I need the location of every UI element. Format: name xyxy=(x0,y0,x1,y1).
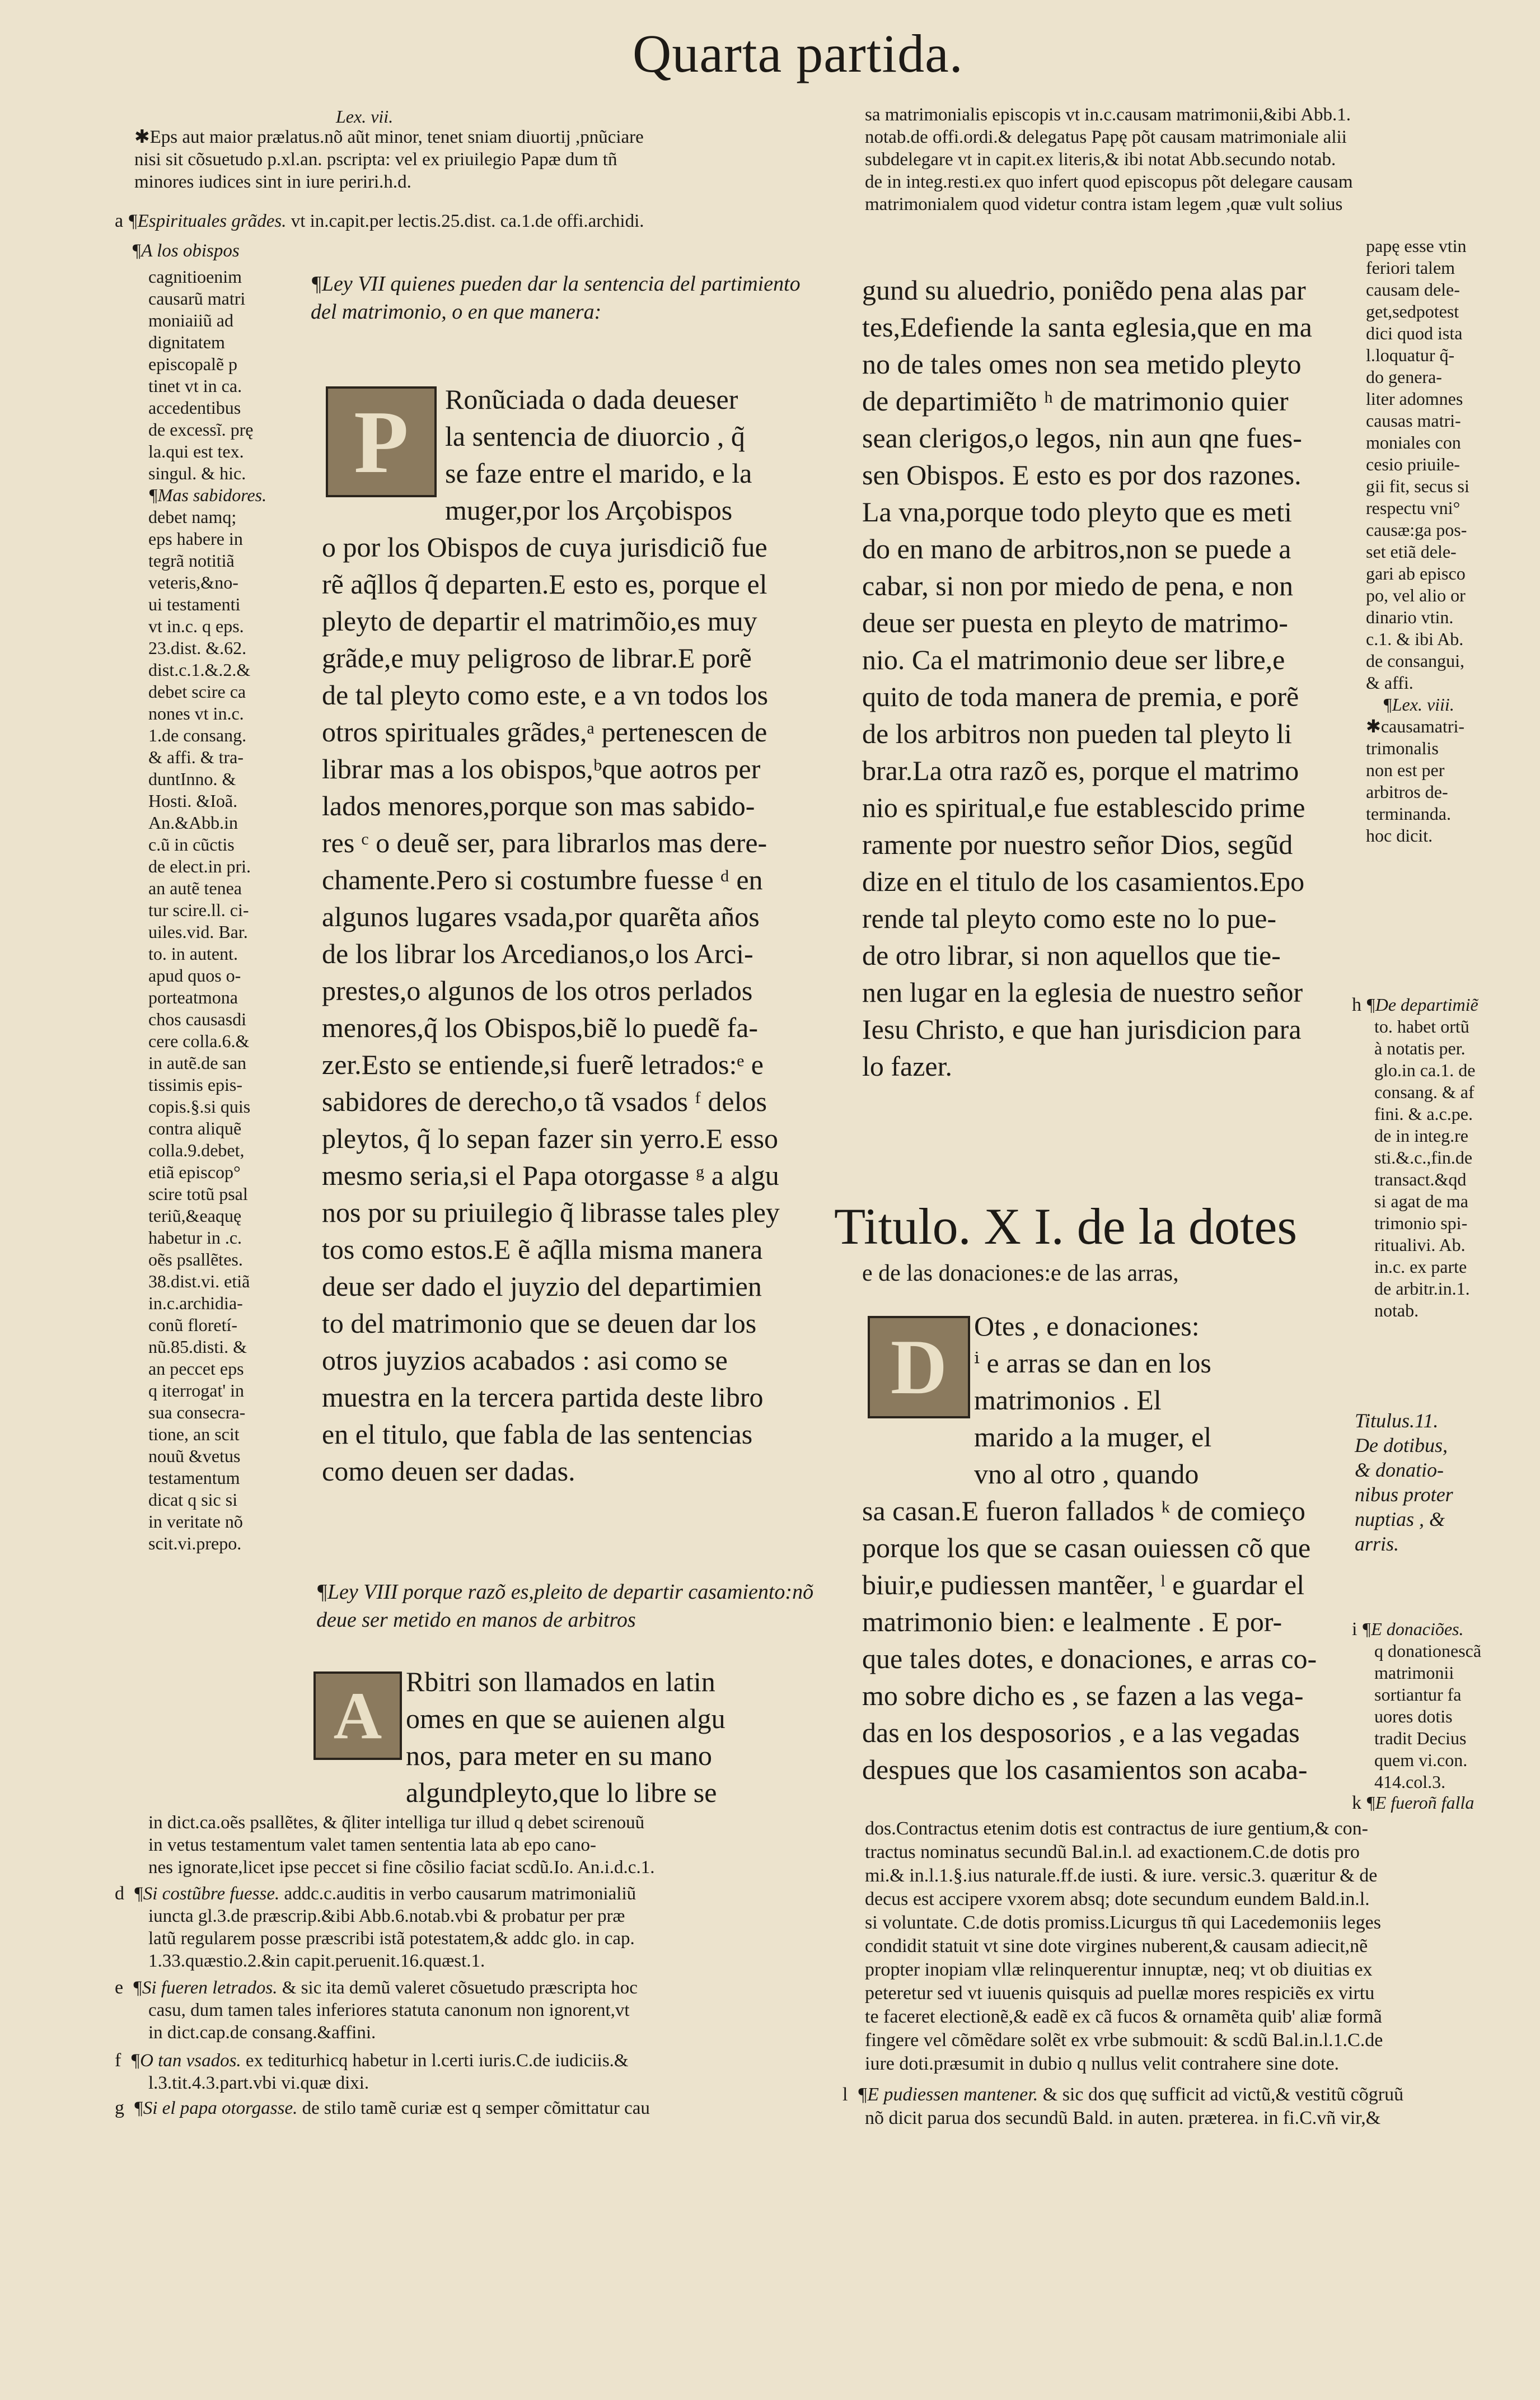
gloss-head: ¶A los obispos xyxy=(132,241,240,261)
gloss-letter: i xyxy=(1352,1619,1358,1640)
gloss-line: transact.&qd xyxy=(1374,1169,1467,1189)
right-margin-gloss xyxy=(1366,235,1534,847)
gloss-line: de excessĩ. prę xyxy=(148,419,254,440)
text-line: brar.La otra razõ es, porque el matrimo xyxy=(862,755,1299,786)
gloss-line: sti.&.c.,fin.de xyxy=(1374,1147,1473,1168)
gloss-line: accedentibus xyxy=(148,398,241,418)
gloss-head: ¶Espirituales grãdes. xyxy=(128,211,287,231)
text-line: otros spirituales grãdes,ᵃ pertenescen de xyxy=(322,716,767,748)
gloss-line: 1.33.quæstio.2.&in capit.peruenit.16.quæst.1. xyxy=(148,1951,485,1971)
gloss-g xyxy=(115,2097,820,2119)
text-line: gund su aluedrio, poniẽdo pena alas par xyxy=(862,274,1306,306)
text-line: algunos lugares vsada,por quarẽta años xyxy=(322,901,760,932)
gloss-line: singul. & hic. xyxy=(148,463,246,483)
text-line: no de tales omes non sea metido pleyto xyxy=(862,348,1302,380)
gloss-line: de arbitr.in.1. xyxy=(1374,1278,1470,1299)
gloss-line: peteretur sed vt iuuenis quisquis ad puellæ mores respiciẽs ex virtu xyxy=(865,1983,1375,2004)
gloss-line: iure doti.præsumit in dubio q nullus velit contrahere sine dote. xyxy=(865,2053,1340,2074)
gloss-line: conũ floretí- xyxy=(148,1315,238,1335)
gloss-line: moniales con xyxy=(1366,432,1461,452)
text-line: res ᶜ o deuẽ ser, para librarlos mas dere- xyxy=(322,827,767,858)
gloss-line: c.ũ in cũctis xyxy=(148,834,235,855)
gloss-line: propter inopiam vllæ relinquerentur innuptæ, neq; vt ob diuitias ex xyxy=(865,1959,1373,1980)
ley-vii-heading: ¶Ley VII quienes pueden dar la sentencia del partimiento del matrimonio, o en que manera: xyxy=(311,272,801,324)
gloss-line: dist.c.1.&.2.& xyxy=(148,660,251,680)
gloss-line: set etiã dele- xyxy=(1366,541,1457,562)
gloss-line: notab. xyxy=(1374,1300,1419,1320)
gloss-line: debet scire ca xyxy=(148,681,246,702)
gloss-line: testamentum xyxy=(148,1468,240,1488)
gloss-line: nes ignorate,licet ipse peccet si fine cõsilio faciat scdũ.Io. An.i.d.c.1. xyxy=(148,1857,655,1878)
gloss-line: nibus proter xyxy=(1355,1483,1453,1506)
gloss-text: vt in.capit.per lectis.25.dist. ca.1.de offi.archidi. xyxy=(286,211,644,231)
right-top-gloss xyxy=(865,104,1528,216)
text-line: ramente por nuestro señor Dios, segũd xyxy=(862,829,1293,860)
text-line: pleyto de departir el matrimõio,es muy xyxy=(322,605,757,637)
gloss-line: colla.9.debet, xyxy=(148,1140,245,1160)
gloss-line: an autẽ tenea xyxy=(148,878,242,898)
text-line: librar mas a los obispos,ᵇque aotros per xyxy=(322,753,761,785)
gloss-line: papę esse vtin xyxy=(1366,236,1467,256)
gloss-line: tur scire.ll. ci- xyxy=(148,900,249,920)
gloss-line: 1.de consang. xyxy=(148,725,247,745)
gloss-line: q iterrogat' in xyxy=(148,1380,245,1400)
bottom-left-gloss xyxy=(148,1811,815,1879)
gloss-line: sua consecra- xyxy=(148,1402,246,1422)
text-line: que tales dotes, e donaciones, e arras co- xyxy=(862,1643,1317,1674)
gloss-line: De dotibus, xyxy=(1355,1434,1448,1456)
text-line: sen Obispos. E esto es por dos razones. xyxy=(862,459,1302,491)
gloss-line: casu, dum tamen tales inferiores statuta canonum non ignorent,vt xyxy=(148,2000,630,2020)
left-margin-gloss xyxy=(148,266,311,1554)
gloss-text: de stilo tamẽ curiæ est q semper cõmittatur cau xyxy=(297,2098,650,2118)
gloss-line: trimonalis xyxy=(1366,738,1439,758)
gloss-line: cagnitioenim xyxy=(148,267,242,287)
gloss-line: minores iudices sint in iure periri.h.d. xyxy=(134,172,411,192)
text-line: lo fazer. xyxy=(862,1050,953,1082)
text-line: otros juyzios acabados : asi como se xyxy=(322,1344,728,1376)
gloss-line: sa matrimonialis episcopis vt in.c.causam matrimonii,&ibi Abb.1. xyxy=(865,105,1351,125)
text-line: vno al otro , quando xyxy=(974,1458,1199,1490)
gloss-line: arris. xyxy=(1355,1533,1399,1555)
text-line: o por los Obispos de cuya jurisdiciõ fue xyxy=(322,531,767,563)
text-line: lados menores,porque son mas sabido- xyxy=(322,790,755,821)
text-line: porque los que se casan ouiessen cõ que xyxy=(862,1532,1311,1563)
gloss-d xyxy=(115,1883,820,1972)
titulus-note xyxy=(1355,1408,1534,1556)
text-line: La vna,porque todo pleyto que es meti xyxy=(862,496,1292,527)
text-line: omes en que se auienen algu xyxy=(406,1703,725,1734)
gloss-line: liter adomnes xyxy=(1366,389,1463,409)
gloss-line: tione, an scit xyxy=(148,1424,240,1444)
text-line: matrimonio bien: e lealmente . E por- xyxy=(862,1606,1282,1637)
gloss-head: ¶O tan vsados. xyxy=(130,2051,241,2071)
gloss-line: in.c.archidia- xyxy=(148,1293,243,1313)
gloss-line: uiles.vid. Bar. xyxy=(148,922,248,942)
text-line: muger,por los Arçobispos xyxy=(445,494,733,526)
text-line: nos por su priuilegio q̃ librasse tales pley xyxy=(322,1197,780,1228)
text-line: de tal pleyto como este, e a vn todos los xyxy=(322,679,769,711)
gloss-line: terminanda. xyxy=(1366,804,1451,824)
text-line: quito de toda manera de premia, e porẽ xyxy=(862,681,1299,712)
text-line: deue ser dado el juyzio del departimien xyxy=(322,1271,762,1302)
gloss-line: scire totũ psal xyxy=(148,1184,248,1204)
ornamental-initial-p: P xyxy=(326,386,437,497)
gloss-line: ✱Eps aut maior prælatus.nõ aũt minor, tenet sniam diuortij ,pnũciare xyxy=(134,127,644,147)
gloss-line: de elect.in pri. xyxy=(148,856,251,876)
gloss-line: tegrã notitiã xyxy=(148,550,235,571)
lex-viii-label: ¶Lex. viii. xyxy=(1383,694,1454,715)
text-line: muestra en la tercera partida deste libro xyxy=(322,1381,764,1413)
ley-vii-text-top xyxy=(445,381,815,529)
gloss-line: gari ab episco xyxy=(1366,563,1466,583)
gloss-line: in vetus testamentum valet tamen sententia lata ab epo cano- xyxy=(148,1835,596,1855)
gloss-line: quem vi.con. xyxy=(1374,1750,1468,1770)
gloss-letter: g xyxy=(115,2098,124,2118)
gloss-k-head xyxy=(1352,1792,1534,1814)
gloss-head: ¶E fueroñ falla xyxy=(1366,1792,1475,1813)
gloss-line: in autẽ.de san xyxy=(148,1053,247,1073)
gloss-line: l.loquatur q̃- xyxy=(1366,345,1455,365)
gloss-letter: l xyxy=(842,2084,848,2105)
text-line: de los librar los Arcedianos,o los Arci- xyxy=(322,938,753,969)
gloss-text: ex tediturhicq habetur in l.certi iuris.C.de iudiciis.& xyxy=(241,2051,629,2071)
gloss-head: ¶E pudiessen mantener. xyxy=(857,2084,1038,2105)
gloss-line: te faceret electionẽ,& eadẽ ex cã fucos & ornamẽta quib' aliæ formã xyxy=(865,2006,1382,2027)
text-line: rẽ aq̃llos q̃ departen.E esto es, porque el xyxy=(322,568,767,600)
text-line: mo sobre dicho es , se fazen a las vega- xyxy=(862,1680,1304,1711)
gloss-line: sortiantur fa xyxy=(1374,1684,1462,1705)
gloss-line: ui testamenti xyxy=(148,594,241,614)
gloss-line: nouũ &vetus xyxy=(148,1446,241,1466)
text-line: la sentencia de diuorcio , q̃ xyxy=(445,421,745,452)
gloss-letter: e xyxy=(115,1977,124,1998)
gloss-line: habetur in .c. xyxy=(148,1227,242,1248)
ornamental-initial-d: D xyxy=(868,1316,970,1418)
gloss-line: nuptias , & xyxy=(1355,1508,1445,1530)
text-line: Otes , e donaciones: xyxy=(974,1310,1200,1342)
gloss-line: in.c. ex parte xyxy=(1374,1257,1467,1277)
text-line: Rbitri son llamados en latin xyxy=(406,1666,715,1697)
text-line: matrimonios . El xyxy=(974,1384,1162,1416)
text-line: chamente.Pero si costumbre fuesse ᵈ en xyxy=(322,864,763,895)
gloss-line: dicat q sic si xyxy=(148,1490,238,1510)
gloss-head: ¶Si el papa otorgasse. xyxy=(133,2098,298,2118)
ley-viii-continuation xyxy=(862,272,1352,1085)
gloss-text: & sic ita demũ valeret cõsuetudo præscripta hoc xyxy=(277,1978,638,1998)
gloss-line: consang. & af xyxy=(1374,1082,1475,1102)
gloss-line: ✱causamatri- xyxy=(1366,716,1465,736)
gloss-line: non est per xyxy=(1366,760,1445,780)
gloss-line: eps habere in xyxy=(148,529,243,549)
gloss-line: do genera- xyxy=(1366,367,1442,387)
gloss-line: hoc dicit. xyxy=(1366,825,1433,846)
gloss-head: ¶De departimiẽ xyxy=(1366,994,1478,1015)
gloss-line: dinario vtin. xyxy=(1366,607,1454,627)
text-line: tes,Edefiende la santa eglesia,que en ma xyxy=(862,311,1312,343)
titulo-text xyxy=(862,1492,1349,1788)
gloss-line: to. in autent. xyxy=(148,944,238,964)
gloss-i xyxy=(1352,1618,1534,1793)
gloss-line: Titulus.11. xyxy=(1355,1409,1439,1432)
gloss-head: ¶Si costũbre fuesse. xyxy=(133,1884,280,1904)
text-line: zer.Esto se entiende,si fuerẽ letrados:ᵉ e xyxy=(322,1049,764,1080)
gloss-line: get,sedpotest xyxy=(1366,301,1459,321)
gloss-k xyxy=(865,1817,1531,2076)
gloss-line: de in integ.resti.ex quo infert quod episcopus põt delegare causam xyxy=(865,172,1353,192)
text-line: en el titulo, que fabla de las sentencias xyxy=(322,1418,753,1450)
text-line: Ronũciada o dada deueser xyxy=(445,384,738,415)
gloss-line: l.3.tit.4.3.part.vbi vi.quæ dixi. xyxy=(148,2073,369,2093)
gloss-line: dici quod ista xyxy=(1366,323,1463,343)
gloss-line: scit.vi.prepo. xyxy=(148,1533,242,1553)
ley-vii-text xyxy=(322,529,817,1490)
gloss-line: 38.dist.vi. etiã xyxy=(148,1271,250,1291)
gloss-text: addc.c.auditis in verbo causarum matrimonialiũ xyxy=(279,1884,636,1904)
gloss-line: nõ dicit parua dos secundũ Bald. in auten. præterea. in fi.C.vñ vir,& xyxy=(865,2108,1381,2128)
text-line: se faze entre el marido, e la xyxy=(445,457,752,489)
text-line: de departimiẽto ʰ de matrimonio quier xyxy=(862,385,1289,417)
text-line: biuir,e pudiessen mantẽer, ˡ e guardar el xyxy=(862,1569,1305,1600)
gloss-line: duntInno. & xyxy=(148,769,236,789)
text-line: grãde,e muy peligroso de librar.E porẽ xyxy=(322,642,752,674)
text-line: das en los desposorios , e a las vegadas xyxy=(862,1717,1300,1748)
text-line: mesmo seria,si el Papa otorgasse ᵍ a algu xyxy=(322,1160,779,1191)
ornamental-initial-a: A xyxy=(313,1671,402,1760)
gloss-line: vt in.c. q eps. xyxy=(148,616,244,636)
gloss-letter: h xyxy=(1352,994,1361,1015)
gloss-line: in dict.cap.de consang.&affini. xyxy=(148,2023,376,2043)
gloss-line: oẽs psallẽtes. xyxy=(148,1249,243,1269)
gloss-line: debet namq; xyxy=(148,507,237,527)
gloss-line: ritualivi. Ab. xyxy=(1374,1235,1466,1255)
gloss-head: ¶Mas sabidores. xyxy=(148,485,267,505)
text-line: sean clerigos,o legos, nin aun qne fues- xyxy=(862,422,1302,454)
text-line: tos como estos.E ẽ aq̃lla misma manera xyxy=(322,1234,763,1265)
text-line: prestes,o algunos de los otros perlados xyxy=(322,975,753,1006)
gloss-line: dos.Contractus etenim dotis est contractus de iure gentium,& con- xyxy=(865,1818,1368,1839)
text-line: to del matrimonio que se deuen dar los xyxy=(322,1308,757,1339)
text-line: de los arbitros non pueden tal pleyto li xyxy=(862,718,1292,749)
gloss-line: 414.col.3. xyxy=(1374,1772,1446,1792)
gloss-line: si agat de ma xyxy=(1374,1191,1468,1211)
gloss-line: veteris,&no- xyxy=(148,572,238,592)
text-line: dize en el titulo de los casamientos.Epo xyxy=(862,866,1305,897)
text-line: rende tal pleyto como este no lo pue- xyxy=(862,903,1277,934)
gloss-line: contra aliquẽ xyxy=(148,1118,242,1138)
gloss-line: causam dele- xyxy=(1366,279,1460,300)
gloss-letter: a xyxy=(115,211,124,231)
gloss-b-head xyxy=(132,240,240,262)
gloss-line: tractus nominatus secundũ Bal.in.l. ad exactionem.C.de dotis pro xyxy=(865,1842,1360,1862)
gloss-line: moniaiiũ ad xyxy=(148,310,233,330)
gloss-head: ¶E donaciões. xyxy=(1361,1619,1464,1639)
text-line: deue ser puesta en pleyto de matrimo- xyxy=(862,607,1288,638)
gloss-h xyxy=(1352,994,1534,1322)
text-line: como deuen ser dadas. xyxy=(322,1455,575,1487)
gloss-line: gii fit, secus si xyxy=(1366,476,1469,496)
gloss-line: uores dotis xyxy=(1374,1706,1453,1726)
text-line: sa casan.E fueron fallados ᵏ de comieço xyxy=(862,1495,1305,1526)
text-line: nio. Ca el matrimonio deue ser libre,e xyxy=(862,644,1285,675)
gloss-line: apud quos o- xyxy=(148,965,241,986)
gloss-line: respectu vni° xyxy=(1366,498,1461,518)
gloss-line: la.qui est tex. xyxy=(148,441,244,461)
gloss-line: etiã episcop° xyxy=(148,1162,241,1182)
gloss-line: iuncta gl.3.de præscrip.&ibi Abb.6.notab.vbi & probatur per præ xyxy=(148,1906,625,1926)
text-line: menores,q̃ los Obispos,biẽ lo puedẽ fa- xyxy=(322,1012,759,1043)
gloss-line: causæ:ga pos- xyxy=(1366,520,1467,540)
gloss-line: de consangui, xyxy=(1366,651,1464,671)
gloss-line: in veritate nõ xyxy=(148,1511,243,1531)
gloss-line: chos causasdi xyxy=(148,1009,247,1029)
gloss-line: causas matri- xyxy=(1366,410,1461,431)
gloss-line: latũ regularem posse præscribi istã potestatem,& addc glo. in cap. xyxy=(148,1929,635,1949)
gloss-line: Hosti. &Ioã. xyxy=(148,791,238,811)
gloss-line: ,quæ vult solius xyxy=(1226,194,1343,214)
gloss-line: feriori talem xyxy=(1366,258,1455,278)
gloss-line: copis.§.si quis xyxy=(148,1096,251,1117)
gloss-line: cesio priuile- xyxy=(1366,454,1460,474)
text-line: do en mano de arbitros,non se puede a xyxy=(862,533,1291,564)
gloss-line: & donatio- xyxy=(1355,1459,1444,1481)
gloss-line: po, vel alio or xyxy=(1366,585,1466,605)
gloss-line: porteatmona xyxy=(148,987,238,1007)
gloss-line: episcopalẽ p xyxy=(148,354,238,374)
gloss-line: matrimonii xyxy=(1374,1663,1454,1683)
gloss-line: q donationescã xyxy=(1374,1641,1482,1661)
gloss-line: subdelegare vt in capit.ex literis,& ibi notat Abb.secundo notab. xyxy=(865,150,1336,170)
text-line: Iesu Christo, e que han jurisdicion para xyxy=(862,1014,1302,1045)
gloss-line: c.1. & ibi Ab. xyxy=(1366,629,1464,649)
gloss-line: tinet vt in ca. xyxy=(148,376,242,396)
gloss-line: arbitros de- xyxy=(1366,782,1448,802)
titulo-xi-subtitle: e de las donaciones:e de las arras, xyxy=(862,1260,1179,1286)
gloss-line: nones vt in.c. xyxy=(148,703,244,723)
gloss-line: to. habet ortũ xyxy=(1374,1016,1469,1036)
gloss-line: An.&Abb.in xyxy=(148,813,238,833)
titulo-xi-heading: Titulo. X I. de la dotes xyxy=(834,1198,1298,1255)
gloss-line: notab.de offi.ordi.& delegatus Papę põt causam matrimoniale alii xyxy=(865,127,1347,147)
gloss-line: condidit statuit vt sine dote virgines nuberent,& causam adiecit,nẽ xyxy=(865,1936,1368,1957)
gloss-line: cere colla.6.& xyxy=(148,1031,250,1051)
gloss-line: nisi sit cõsuetudo p.xl.an. pscripta: vel ex priuilegio Papæ dum tñ xyxy=(134,150,617,170)
gloss-letter: d xyxy=(115,1883,124,1904)
text-line: sabidores de derecho,o tã vsados ᶠ delos xyxy=(322,1086,767,1117)
gloss-line: mi.& in.l.1.§.ius naturale.ff.de iusti. & iure. versic.3. quæritur & de xyxy=(865,1865,1378,1886)
page-title: Quarta partida. xyxy=(633,24,963,83)
ley-viii-text xyxy=(406,1663,815,1811)
text-line: marido a la muger, el xyxy=(974,1421,1212,1453)
gloss-line: in dict.ca.oẽs psallẽtes, & q̃liter intelliga tur illud q debet scirenouũ xyxy=(148,1813,645,1833)
gloss-line: an peccet eps xyxy=(148,1358,244,1379)
titulo-text-top xyxy=(974,1308,1346,1492)
gloss-line: à notatis per. xyxy=(1374,1038,1466,1058)
gloss-line: matrimonialem quod videtur contra istam legem xyxy=(865,194,1221,214)
gloss-line: glo.in ca.1. de xyxy=(1374,1060,1476,1080)
gloss-line: de in integ.re xyxy=(1374,1126,1468,1146)
gloss-line: tissimis epis- xyxy=(148,1075,243,1095)
gloss-line: trimonio spi- xyxy=(1374,1213,1468,1233)
text-line: despues que los casamientos son acaba- xyxy=(862,1754,1308,1785)
gloss-a xyxy=(115,210,820,232)
gloss-f xyxy=(115,2049,820,2094)
text-line: ⁱ e arras se dan en los xyxy=(974,1347,1211,1379)
gloss-line: causarũ matri xyxy=(148,288,246,309)
gloss-line: & affi. xyxy=(1366,673,1413,693)
ley-viii-heading: ¶Ley VIII porque razõ es,pleito de departir casamiento:nõ deue ser metido en manos de arbitros xyxy=(316,1580,814,1632)
gloss-line: 23.dist. &.62. xyxy=(148,638,247,658)
gloss-head: ¶Si fueren letrados. xyxy=(132,1978,278,1998)
gloss-line: teriũ,&eaquę xyxy=(148,1206,242,1226)
text-line: nen lugar en la eglesia de nuestro señor xyxy=(862,977,1303,1008)
gloss-line: si voluntate. C.de dotis promiss.Licurgus tñ qui Lacedemoniis leges xyxy=(865,1912,1381,1933)
text-line: algundpleyto,que lo libre se xyxy=(406,1777,717,1808)
lex-vii-label: Lex. vii. xyxy=(336,106,394,127)
text-line: cabar, si non por miedo de pena, e non xyxy=(862,570,1293,601)
gloss-line: tradit Decius xyxy=(1374,1728,1467,1748)
text-line: nos, para meter en su mano xyxy=(406,1740,713,1771)
gloss-line: fingere vel cõmẽdare solẽt ex vrbe submouit: & scdũ Bal.in.l.1.C.de xyxy=(865,2030,1383,2051)
text-line: pleytos, q̃ lo sepan fazer sin yerro.E esso xyxy=(322,1123,779,1154)
gloss-line: nũ.85.disti. & xyxy=(148,1337,247,1357)
gloss-letter: f xyxy=(115,2050,121,2071)
top-gloss xyxy=(134,126,812,193)
gloss-letter: k xyxy=(1352,1792,1361,1813)
gloss-line: dignitatem xyxy=(148,332,225,352)
gloss-text: & sic dos quę sufficit ad victũ,& vestitũ cõgruũ xyxy=(1038,2084,1404,2105)
gloss-line: fini. & a.c.pe. xyxy=(1374,1104,1473,1124)
gloss-l xyxy=(842,2083,1531,2130)
gloss-e xyxy=(115,1977,820,2044)
gloss-line: & affi. & tra- xyxy=(148,747,244,767)
gloss-line: decus est accipere vxorem absq; dote secundum eundem Bald.in.l. xyxy=(865,1889,1370,1909)
text-line: nio es spiritual,e fue establescido prime xyxy=(862,792,1305,823)
text-line: de otro librar, si non aquellos que tie- xyxy=(862,940,1281,971)
